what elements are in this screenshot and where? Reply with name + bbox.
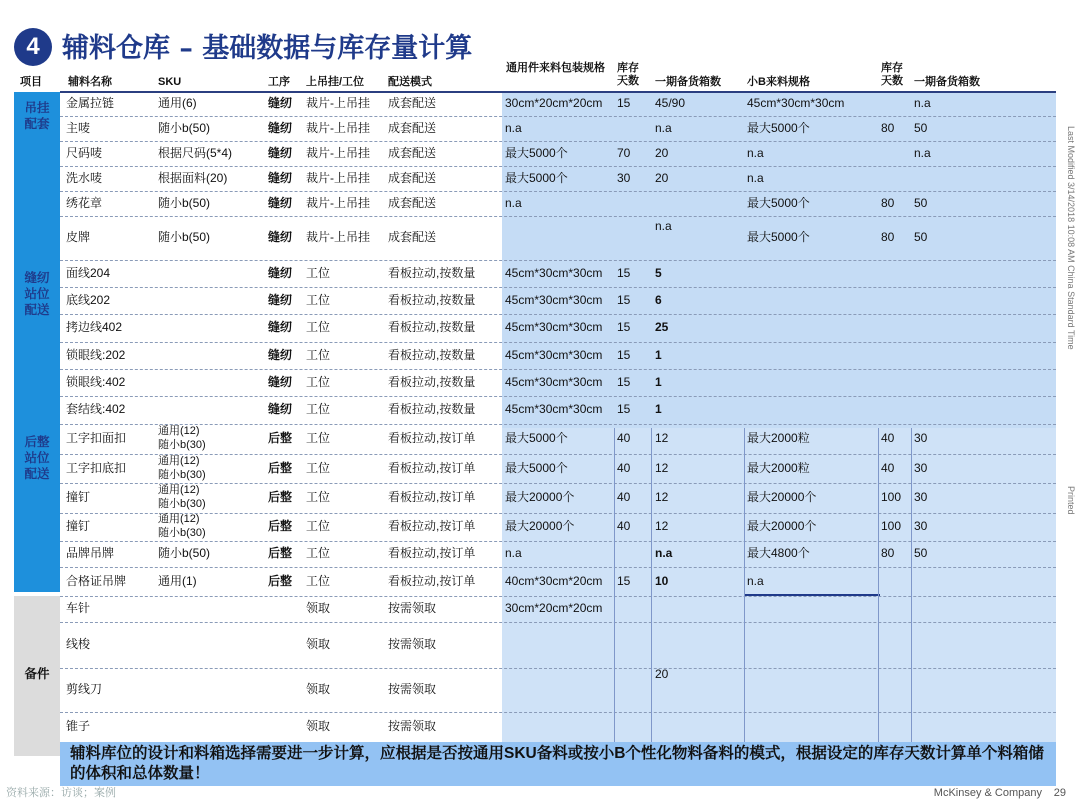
- category-spare: 备件: [24, 667, 50, 681]
- cell-stock-days-1: 30: [617, 171, 631, 185]
- cell-mode: 看板拉动,按订单: [388, 490, 476, 504]
- cell-stock-days-1: 15: [617, 375, 631, 389]
- cell-pack-spec: n.a: [505, 546, 522, 560]
- cell-sku: 随小b(50): [158, 121, 211, 135]
- cell-pack-spec: 45cm*30cm*30cm: [505, 402, 603, 416]
- cell-mode: 看板拉动,按数量: [388, 375, 476, 389]
- cell-sku: 通用(12): [158, 484, 200, 496]
- cell-process: 后整: [268, 519, 293, 533]
- cell-process: 缝纫: [268, 320, 293, 334]
- header-stock-days-2: 库存天数: [881, 62, 903, 87]
- cell-stock-days-1: 15: [617, 402, 631, 416]
- cell-small-b-spec: n.a: [747, 146, 764, 160]
- cell-position: 工位: [306, 293, 331, 307]
- cell-phase1-boxes-1: 10: [655, 574, 669, 588]
- cell-process: 缝纫: [268, 293, 293, 307]
- cell-name: 撞钉: [66, 519, 91, 533]
- category-hanging: 吊挂配套: [24, 101, 50, 131]
- cell-mode: 成套配送: [388, 171, 437, 185]
- cell-mode: 成套配送: [388, 96, 437, 110]
- cell-stock-days-2: 100: [881, 490, 902, 504]
- cell-mode: 成套配送: [388, 196, 437, 210]
- source-note: 资料来源：访谈；案例: [6, 787, 116, 799]
- header-mode: 配送模式: [388, 76, 432, 88]
- cell-name: 锁眼线:202: [66, 348, 126, 362]
- row-divider: [60, 260, 1056, 261]
- cell-sku: 随小b(50): [158, 546, 211, 560]
- cell-stock-days-2: 40: [881, 461, 895, 475]
- cell-process: 缝纫: [268, 402, 293, 416]
- cell-stock-days-1: 40: [617, 431, 631, 445]
- cell-phase1-boxes-1: 1: [655, 375, 662, 389]
- cell-position: 工位: [306, 431, 331, 445]
- cell-small-b-spec: n.a: [747, 574, 764, 588]
- cell-sku: 随小b(30): [158, 527, 206, 539]
- cell-pack-spec: 最大20000个: [505, 519, 575, 533]
- cell-name: 底线202: [66, 293, 111, 307]
- cell-position: 裁片-上吊挂: [306, 230, 370, 244]
- cell-phase1-boxes-1: 12: [655, 431, 669, 445]
- cell-small-b-spec: 最大20000个: [747, 519, 817, 533]
- column-divider: [878, 428, 879, 742]
- cell-name: 撞钉: [66, 490, 91, 504]
- column-divider: [911, 428, 912, 742]
- row-divider: [60, 622, 1056, 623]
- callout-note: 辅料库位的设计和料箱选择需要进一步计算，应根据是否按通用SKU备料或按小B个性化物料备料的模式，根据设定的库存天数计算单个料箱储的体积和总体数量！: [60, 742, 1056, 786]
- cell-mode: 看板拉动,按数量: [388, 266, 476, 280]
- cell-position: 裁片-上吊挂: [306, 196, 370, 210]
- cell-phase1-boxes-1: 1: [655, 402, 662, 416]
- row-divider: [60, 424, 1056, 425]
- cell-process: 缝纫: [268, 230, 293, 244]
- cell-small-b-spec: 最大2000粒: [747, 431, 810, 445]
- cell-process: 后整: [268, 546, 293, 560]
- cell-mode: 看板拉动,按数量: [388, 348, 476, 362]
- cell-pack-spec: 最大20000个: [505, 490, 575, 504]
- cell-mode: 看板拉动,按订单: [388, 431, 476, 445]
- cell-phase1-boxes-2: n.a: [914, 96, 931, 110]
- header-name: 辅料名称: [68, 76, 112, 88]
- cell-phase1-boxes-1: 1: [655, 348, 662, 362]
- cell-mode: 看板拉动,按订单: [388, 574, 476, 588]
- cell-position: 裁片-上吊挂: [306, 146, 370, 160]
- cell-position: 领取: [306, 637, 331, 651]
- cell-phase1-boxes-1: 6: [655, 293, 662, 307]
- cell-name: 车针: [66, 601, 91, 615]
- cell-pack-spec: 最大5000个: [505, 461, 568, 475]
- merged-leather-boxes: n.a: [655, 219, 672, 233]
- cell-process: 后整: [268, 431, 293, 445]
- cell-process: 缝纫: [268, 266, 293, 280]
- cell-process: 缝纫: [268, 348, 293, 362]
- cell-phase1-boxes-1: n.a: [655, 546, 673, 560]
- header-position: 上吊挂/工位: [306, 76, 365, 88]
- cell-mode: 看板拉动,按数量: [388, 320, 476, 334]
- row-divider: [60, 668, 1056, 669]
- column-divider: [614, 428, 615, 742]
- merged-spare-boxes: 20: [655, 667, 669, 681]
- cell-pack-spec: 45cm*30cm*30cm: [505, 375, 603, 389]
- printed-note: Printed: [1066, 486, 1076, 515]
- cell-position: 工位: [306, 320, 331, 334]
- row-divider: [60, 342, 1056, 343]
- cell-pack-spec: 30cm*20cm*20cm: [505, 96, 603, 110]
- header-small-b-spec: 小B来料规格: [747, 76, 810, 88]
- row-divider: [60, 567, 1056, 568]
- cell-name: 金属拉链: [66, 96, 115, 110]
- cell-mode: 看板拉动,按订单: [388, 519, 476, 533]
- cell-small-b-spec: 最大5000个: [747, 230, 810, 244]
- cell-position: 工位: [306, 266, 331, 280]
- cell-stock-days-1: 15: [617, 320, 631, 334]
- row-divider: [60, 712, 1056, 713]
- cell-small-b-spec: 最大4800个: [747, 546, 810, 560]
- row-divider: [60, 596, 1056, 597]
- last-modified-note: Last Modified 3/14/2018 10:08 AM China Standard Time: [1066, 126, 1076, 350]
- cell-stock-days-1: 15: [617, 348, 631, 362]
- column-divider: [651, 428, 652, 742]
- cell-mode: 成套配送: [388, 121, 437, 135]
- cell-small-b-spec: n.a: [747, 171, 764, 185]
- cell-phase1-boxes-1: 5: [655, 266, 662, 280]
- cell-small-b-spec: 最大20000个: [747, 490, 817, 504]
- cell-position: 工位: [306, 519, 331, 533]
- cell-position: 领取: [306, 682, 331, 696]
- cell-stock-days-2: 100: [881, 519, 902, 533]
- header-process: 工序: [268, 76, 290, 88]
- row-divider: [60, 287, 1056, 288]
- cell-position: 工位: [306, 574, 331, 588]
- cell-process: 后整: [268, 461, 293, 475]
- cell-stock-days-2: 80: [881, 230, 895, 244]
- cell-sku: 随小b(50): [158, 230, 211, 244]
- cell-mode: 成套配送: [388, 230, 437, 244]
- cell-sku: 随小b(30): [158, 439, 206, 451]
- cell-sku: 通用(12): [158, 513, 200, 525]
- cell-mode: 按需领取: [388, 637, 437, 651]
- cell-sku: 根据面料(20): [158, 171, 228, 185]
- header-stock-days-1: 库存天数: [617, 62, 639, 87]
- cell-phase1-boxes-1: 12: [655, 519, 669, 533]
- cell-phase1-boxes-1: 12: [655, 490, 669, 504]
- cell-process: 后整: [268, 490, 293, 504]
- cell-position: 工位: [306, 348, 331, 362]
- cell-phase1-boxes-1: 20: [655, 171, 669, 185]
- cell-name: 尺码唛: [66, 146, 103, 160]
- cell-pack-spec: 最大5000个: [505, 431, 568, 445]
- cell-small-b-spec: 最大5000个: [747, 121, 810, 135]
- header-rule: [60, 91, 1056, 93]
- category-column-blue: [14, 92, 60, 592]
- cell-sku: 通用(12): [158, 455, 200, 467]
- cell-phase1-boxes-1: 25: [655, 320, 669, 334]
- cell-stock-days-1: 40: [617, 461, 631, 475]
- cell-process: 缝纫: [268, 171, 293, 185]
- cell-pack-spec: 45cm*30cm*30cm: [505, 293, 603, 307]
- cell-name: 主唛: [66, 121, 91, 135]
- cell-sku: 随小b(30): [158, 498, 206, 510]
- category-sewing: 缝纫站位配送: [24, 271, 50, 317]
- cell-sku: 通用(1): [158, 574, 197, 588]
- company-name: McKinsey & Company: [933, 787, 1042, 799]
- cell-phase1-boxes-1: 20: [655, 146, 669, 160]
- cell-pack-spec: 45cm*30cm*30cm: [505, 266, 603, 280]
- cell-stock-days-1: 15: [617, 266, 631, 280]
- cell-pack-spec: 45cm*30cm*30cm: [505, 320, 603, 334]
- cell-pack-spec: 最大5000个: [505, 146, 568, 160]
- cell-small-b-spec: 最大2000粒: [747, 461, 810, 475]
- row-divider: [60, 541, 1056, 542]
- cell-position: 裁片-上吊挂: [306, 121, 370, 135]
- cell-phase1-boxes-2: 50: [914, 230, 928, 244]
- cell-sku: 通用(12): [158, 425, 200, 437]
- cell-name: 套结线:402: [66, 402, 126, 416]
- cell-phase1-boxes-1: 12: [655, 461, 669, 475]
- cell-mode: 成套配送: [388, 146, 437, 160]
- row-divider: [60, 116, 1056, 117]
- cell-position: 工位: [306, 490, 331, 504]
- cell-phase1-boxes-2: 30: [914, 490, 928, 504]
- cell-stock-days-1: 15: [617, 96, 631, 110]
- cell-name: 合格证吊牌: [66, 574, 127, 588]
- cell-sku: 根据尺码(5*4): [158, 146, 233, 160]
- cell-mode: 看板拉动,按订单: [388, 461, 476, 475]
- cell-process: 缝纫: [268, 196, 293, 210]
- cell-position: 工位: [306, 461, 331, 475]
- title-number-badge: 4: [14, 28, 52, 66]
- cell-name: 拷边线402: [66, 320, 123, 334]
- cell-small-b-spec: 45cm*30cm*30cm: [747, 96, 845, 110]
- cell-small-b-spec: 最大5000个: [747, 196, 810, 210]
- cell-pack-spec: n.a: [505, 121, 522, 135]
- cell-mode: 按需领取: [388, 682, 437, 696]
- cell-name: 锁眼线:402: [66, 375, 126, 389]
- cell-name: 锥子: [66, 719, 91, 733]
- cell-sku: 随小b(30): [158, 469, 206, 481]
- cell-name: 洗水唛: [66, 171, 103, 185]
- cell-stock-days-1: 40: [617, 519, 631, 533]
- cell-stock-days-2: 80: [881, 196, 895, 210]
- header-item: 项目: [20, 76, 42, 88]
- category-finishing: 后整站位配送: [24, 435, 50, 481]
- cell-position: 工位: [306, 546, 331, 560]
- cell-process: 后整: [268, 574, 293, 588]
- cell-pack-spec: 45cm*30cm*30cm: [505, 348, 603, 362]
- column-divider: [744, 428, 745, 742]
- cell-mode: 看板拉动,按数量: [388, 293, 476, 307]
- cell-position: 裁片-上吊挂: [306, 171, 370, 185]
- cell-mode: 按需领取: [388, 601, 437, 615]
- row-divider: [60, 191, 1056, 192]
- cell-mode: 看板拉动,按数量: [388, 402, 476, 416]
- cell-phase1-boxes-1: 45/90: [655, 96, 686, 110]
- row-divider: [60, 369, 1056, 370]
- cell-name: 皮牌: [66, 230, 91, 244]
- cell-sku: 通用(6): [158, 96, 197, 110]
- cell-name: 线梭: [66, 637, 91, 651]
- cell-name: 剪线刀: [66, 682, 103, 696]
- header-pack-spec: 通用件来料包装规格: [506, 62, 605, 74]
- header-sku: SKU: [158, 76, 182, 88]
- cell-name: 工字扣面扣: [66, 431, 127, 445]
- cell-stock-days-2: 40: [881, 431, 895, 445]
- cell-name: 品牌吊牌: [66, 546, 115, 560]
- cell-pack-spec: 最大5000个: [505, 171, 568, 185]
- cell-stock-days-1: 15: [617, 574, 631, 588]
- cell-pack-spec: n.a: [505, 196, 522, 210]
- cell-position: 裁片-上吊挂: [306, 96, 370, 110]
- cell-position: 领取: [306, 601, 331, 615]
- cell-position: 工位: [306, 402, 331, 416]
- cell-phase1-boxes-2: 30: [914, 431, 928, 445]
- cell-name: 面线204: [66, 266, 111, 280]
- cell-phase1-boxes-1: n.a: [655, 121, 672, 135]
- cell-stock-days-1: 70: [617, 146, 631, 160]
- cell-stock-days-1: 40: [617, 490, 631, 504]
- page-number: 29: [1053, 787, 1066, 799]
- cell-name: 工字扣底扣: [66, 461, 127, 475]
- row-divider: [60, 216, 1056, 217]
- cell-pack-spec: 40cm*30cm*20cm: [505, 574, 603, 588]
- row-divider: [60, 141, 1056, 142]
- cell-phase1-boxes-2: 30: [914, 461, 928, 475]
- cell-phase1-boxes-2: n.a: [914, 146, 931, 160]
- cell-position: 领取: [306, 719, 331, 733]
- cell-phase1-boxes-2: 50: [914, 546, 928, 560]
- cell-stock-days-2: 80: [881, 546, 895, 560]
- cell-phase1-boxes-2: 30: [914, 519, 928, 533]
- header-phase1-boxes-2: 一期备货箱数: [914, 76, 980, 88]
- page-title: 辅料仓库 – 基础数据与库存量计算: [62, 33, 473, 64]
- header-phase1-boxes-1: 一期备货箱数: [655, 76, 721, 88]
- cell-process: 缝纫: [268, 375, 293, 389]
- cell-mode: 看板拉动,按订单: [388, 546, 476, 560]
- row-divider: [60, 483, 1056, 484]
- cell-process: 缝纫: [268, 96, 293, 110]
- cell-stock-days-1: 15: [617, 293, 631, 307]
- cell-sku: 随小b(50): [158, 196, 211, 210]
- cell-phase1-boxes-2: 50: [914, 196, 928, 210]
- row-divider: [60, 454, 1056, 455]
- row-divider: [60, 166, 1056, 167]
- cell-process: 缝纫: [268, 146, 293, 160]
- row-divider: [60, 513, 1056, 514]
- cell-phase1-boxes-2: 50: [914, 121, 928, 135]
- cell-mode: 按需领取: [388, 719, 437, 733]
- cell-pack-spec: 30cm*20cm*20cm: [505, 601, 603, 615]
- cell-process: 缝纫: [268, 121, 293, 135]
- cell-name: 绣花章: [66, 196, 103, 210]
- cell-position: 工位: [306, 375, 331, 389]
- row-divider: [60, 314, 1056, 315]
- cell-stock-days-2: 80: [881, 121, 895, 135]
- row-divider: [60, 396, 1056, 397]
